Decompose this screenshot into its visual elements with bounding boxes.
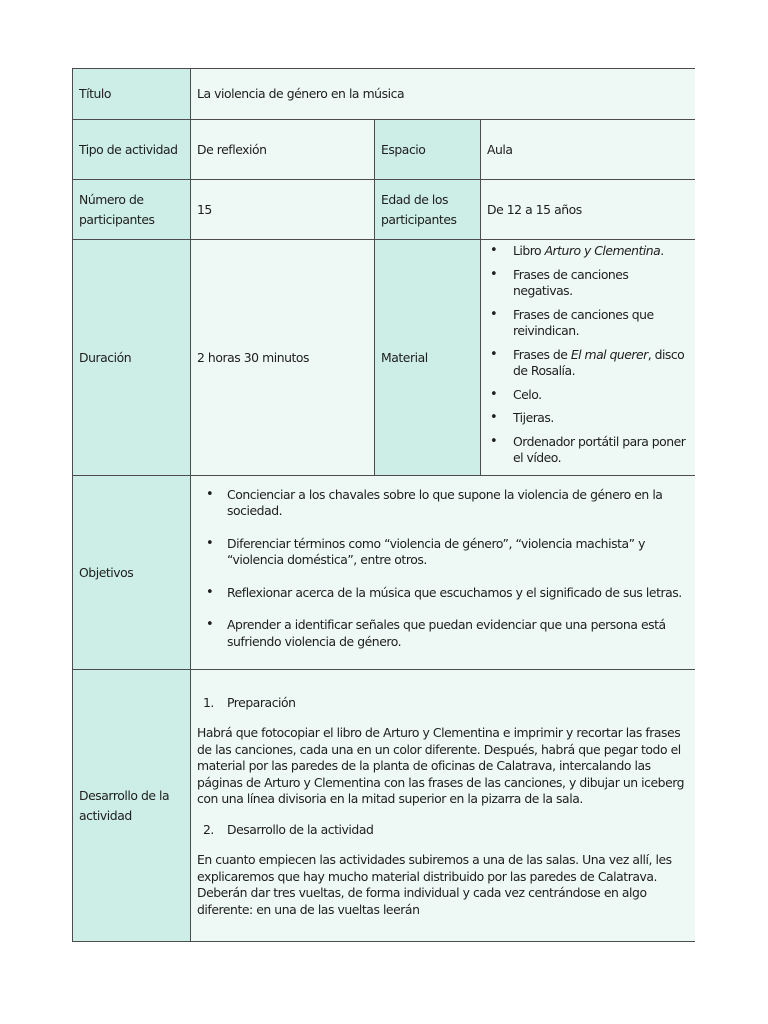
objetivo-item: • Concienciar a los chavales sobre lo que supone la violencia de género en la sociedad. xyxy=(197,487,689,520)
row-numero xyxy=(73,180,696,240)
activity-sheet xyxy=(72,68,695,942)
label-objetivos: Objetivos xyxy=(73,476,191,670)
material-text: Frases de xyxy=(513,346,571,362)
value-material xyxy=(481,240,696,476)
value-espacio: Aula xyxy=(481,120,696,180)
book-title: Arturo y Clementina xyxy=(544,243,661,259)
label-edad-participantes: Edad de los participantes xyxy=(375,180,481,240)
section-number: 2. xyxy=(203,821,214,837)
objetivo-item: • Aprender a identificar señales que puedan evidenciar que una persona está sufriendo violencia de género. xyxy=(197,617,689,650)
value-numero-participantes: 15 xyxy=(191,180,375,240)
section-number: 1. xyxy=(203,694,214,710)
label-espacio: Espacio xyxy=(375,120,481,180)
material-item: • Frases de canciones negativas. xyxy=(487,267,689,300)
label-material: Material xyxy=(375,240,481,476)
value-tipo-actividad: De reflexión xyxy=(191,120,375,180)
row-objetivos xyxy=(73,476,696,670)
section-body: Habrá que fotocopiar el libro de Arturo y Clementina e imprimir y recortar las frases de las canciones, cada una en un color diferente. Después, habrá que pegar todo el material por las paredes de la planta de oficinas de Calatrava, intercalando las páginas de Arturo y Clementina con las frases de las canciones, y dibujar un iceberg con una línea divisoria en la mitad superior en la pizarra de la sala. xyxy=(197,725,685,807)
material-item: • Tijeras. xyxy=(487,410,689,427)
material-item xyxy=(487,243,689,260)
label-desarrollo: Desarrollo de la actividad xyxy=(73,670,191,942)
material-text: Libro xyxy=(513,243,545,259)
material-text: , disco de Rosalía. xyxy=(513,346,685,379)
row-duracion xyxy=(73,240,696,476)
section-heading xyxy=(197,822,689,839)
section-title: Preparación xyxy=(227,694,296,710)
label-titulo: Título xyxy=(73,69,191,120)
section-body: En cuanto empiecen las actividades subiremos a una de las salas. Una vez allí, les explicaremos que hay mucho material distribuido por las paredes de Calatrava. Deberán dar tres vueltas, de forma individual y cada vez centrándose en algo diferente: en una de las vueltas leerán xyxy=(197,852,672,917)
section-title: Desarrollo de la actividad xyxy=(227,821,374,837)
objetivo-item: • Reflexionar acerca de la música que escuchamos y el significado de sus letras. xyxy=(197,585,689,602)
value-objetivos xyxy=(191,476,696,670)
label-duracion: Duración xyxy=(73,240,191,476)
material-item: • Frases de canciones que reivindican. xyxy=(487,307,689,340)
album-title: El mal querer xyxy=(570,346,648,362)
value-edad-participantes: De 12 a 15 años xyxy=(481,180,696,240)
label-numero-participantes: Número de participantes xyxy=(73,180,191,240)
row-tipo xyxy=(73,120,696,180)
material-list xyxy=(487,241,689,467)
row-titulo xyxy=(73,69,696,120)
objetivos-list xyxy=(197,479,689,651)
value-titulo: La violencia de género en la música xyxy=(191,69,696,120)
material-text: . xyxy=(660,243,664,259)
section-heading xyxy=(197,695,689,712)
row-desarrollo xyxy=(73,670,696,942)
value-duracion: 2 horas 30 minutos xyxy=(191,240,375,476)
objetivo-item: • Diferenciar términos como “violencia de género”, “violencia machista” y “violencia doméstica”, entre otros. xyxy=(197,536,689,569)
material-item xyxy=(487,347,689,380)
activity-table xyxy=(72,68,695,942)
material-item: • Celo. xyxy=(487,387,689,404)
label-tipo-actividad: Tipo de actividad xyxy=(73,120,191,180)
value-desarrollo xyxy=(191,670,696,942)
material-item: • Ordenador portátil para poner el vídeo. xyxy=(487,434,689,467)
